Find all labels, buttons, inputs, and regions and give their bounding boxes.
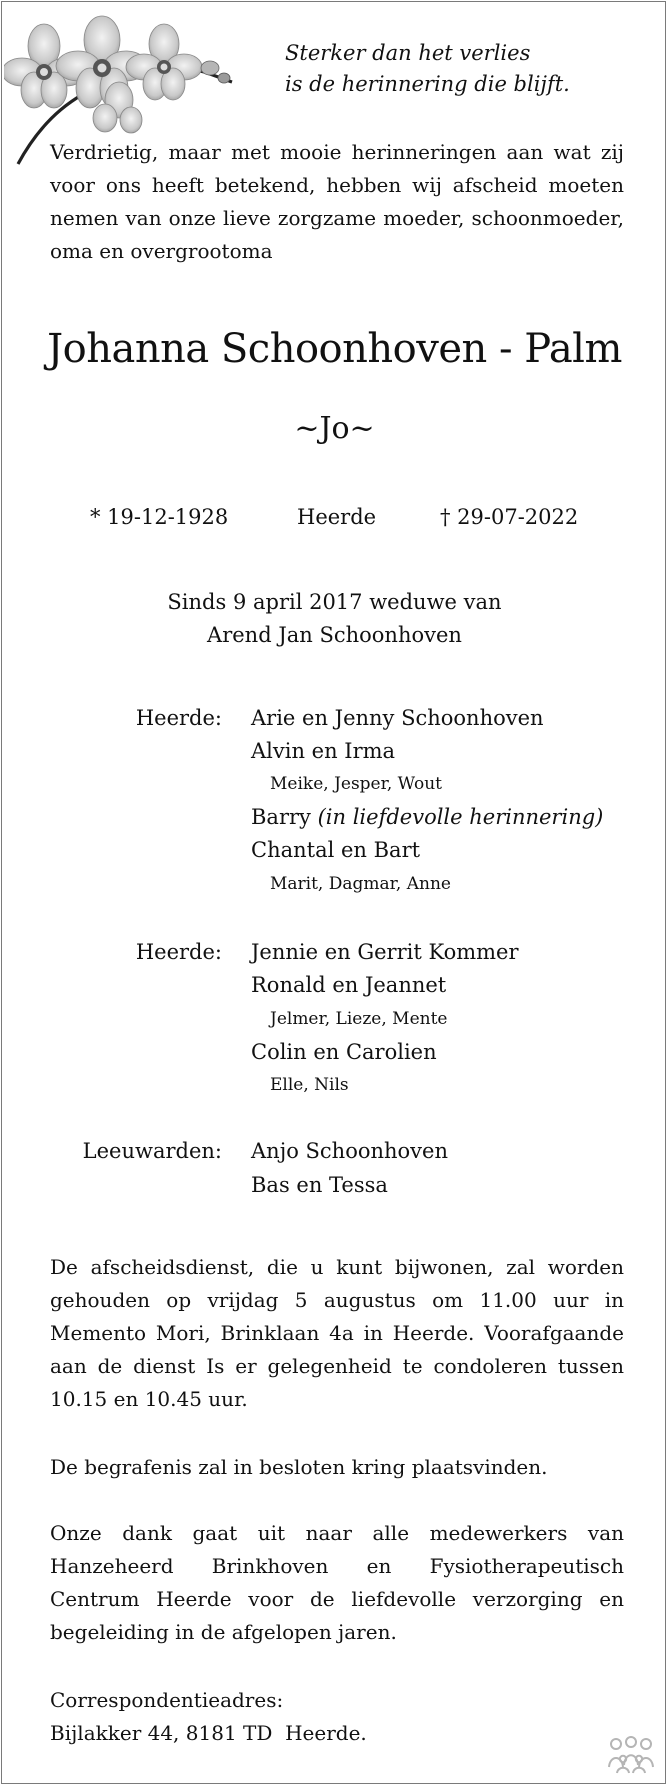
deceased-name: Johanna Schoonhoven - Palm <box>47 326 622 372</box>
family-line: Arie en Jenny Schoonhoven <box>251 706 544 730</box>
family-line: Chantal en Bart <box>251 838 421 862</box>
late-husband-name: Arend Jan Schoonhoven <box>207 623 462 647</box>
intro-paragraph: Verdrietig, maar met mooie herinneringen aan wat zij voor ons heeft betekend, hebben wij afscheid moeten nemen van onze lieve zorgzame moeder, schoonmoeder, oma en overgrootoma <box>50 140 624 263</box>
birth-date: * 19-12-1928 <box>90 505 229 529</box>
grandchildren-line: Jelmer, Lieze, Mente <box>270 1009 448 1029</box>
family-line <box>251 801 603 834</box>
family-city: Heerde: <box>135 940 222 964</box>
widow-line: Sinds 9 april 2017 weduwe van <box>167 590 502 614</box>
family-line: Jennie en Gerrit Kommer <box>251 940 519 964</box>
family-city: Leeuwarden: <box>82 1139 222 1163</box>
burial-paragraph: De begrafenis zal in besloten kring plaatsvinden. <box>50 1455 548 1479</box>
motto-line: Sterker dan het verlies <box>285 41 531 65</box>
motto-quote <box>285 38 570 100</box>
memorial-note: (in liefdevolle herinnering) <box>317 805 604 829</box>
grandchildren-line: Elle, Nils <box>270 1075 349 1095</box>
family-line: Colin en Carolien <box>251 1040 437 1064</box>
family-line: Bas en Tessa <box>251 1173 388 1197</box>
death-date: † 29-07-2022 <box>440 505 579 529</box>
correspondence-label: Correspondentieadres: <box>50 1688 284 1712</box>
family-city: Heerde: <box>135 706 222 730</box>
family-member: Barry <box>251 805 311 829</box>
deceased-nickname: ~Jo~ <box>294 411 375 446</box>
correspondence-address: Bijlakker 44, 8181 TD Heerde. <box>50 1721 367 1745</box>
family-line: Alvin en Irma <box>251 739 396 763</box>
grandchildren-line: Meike, Jesper, Wout <box>270 774 443 794</box>
thanks-paragraph: Onze dank gaat uit naar alle medewerkers van Hanzeheerd Brinkhoven en Fysiotherapeutisch Centrum Heerde voor de liefdevolle verzorging en begeleiding in de afgelopen jaren. <box>50 1521 624 1644</box>
motto-line: is de herinnering die blijft. <box>285 72 570 96</box>
obituary-card <box>1 1 666 1784</box>
people-group-icon <box>607 1735 655 1775</box>
family-line: Anjo Schoonhoven <box>251 1139 448 1163</box>
family-line: Ronald en Jeannet <box>251 973 447 997</box>
place: Heerde <box>297 505 377 529</box>
service-paragraph: De afscheidsdienst, die u kunt bijwonen, zal worden gehouden op vrijdag 5 augustus om 11.00 uur in Memento Mori, Brinklaan 4a in Heerde. Voorafgaande aan de dienst Is er gelegenheid te condoleren tussen 10.15 en 10.45 uur. <box>50 1255 624 1411</box>
grandchildren-line: Marit, Dagmar, Anne <box>270 874 451 894</box>
